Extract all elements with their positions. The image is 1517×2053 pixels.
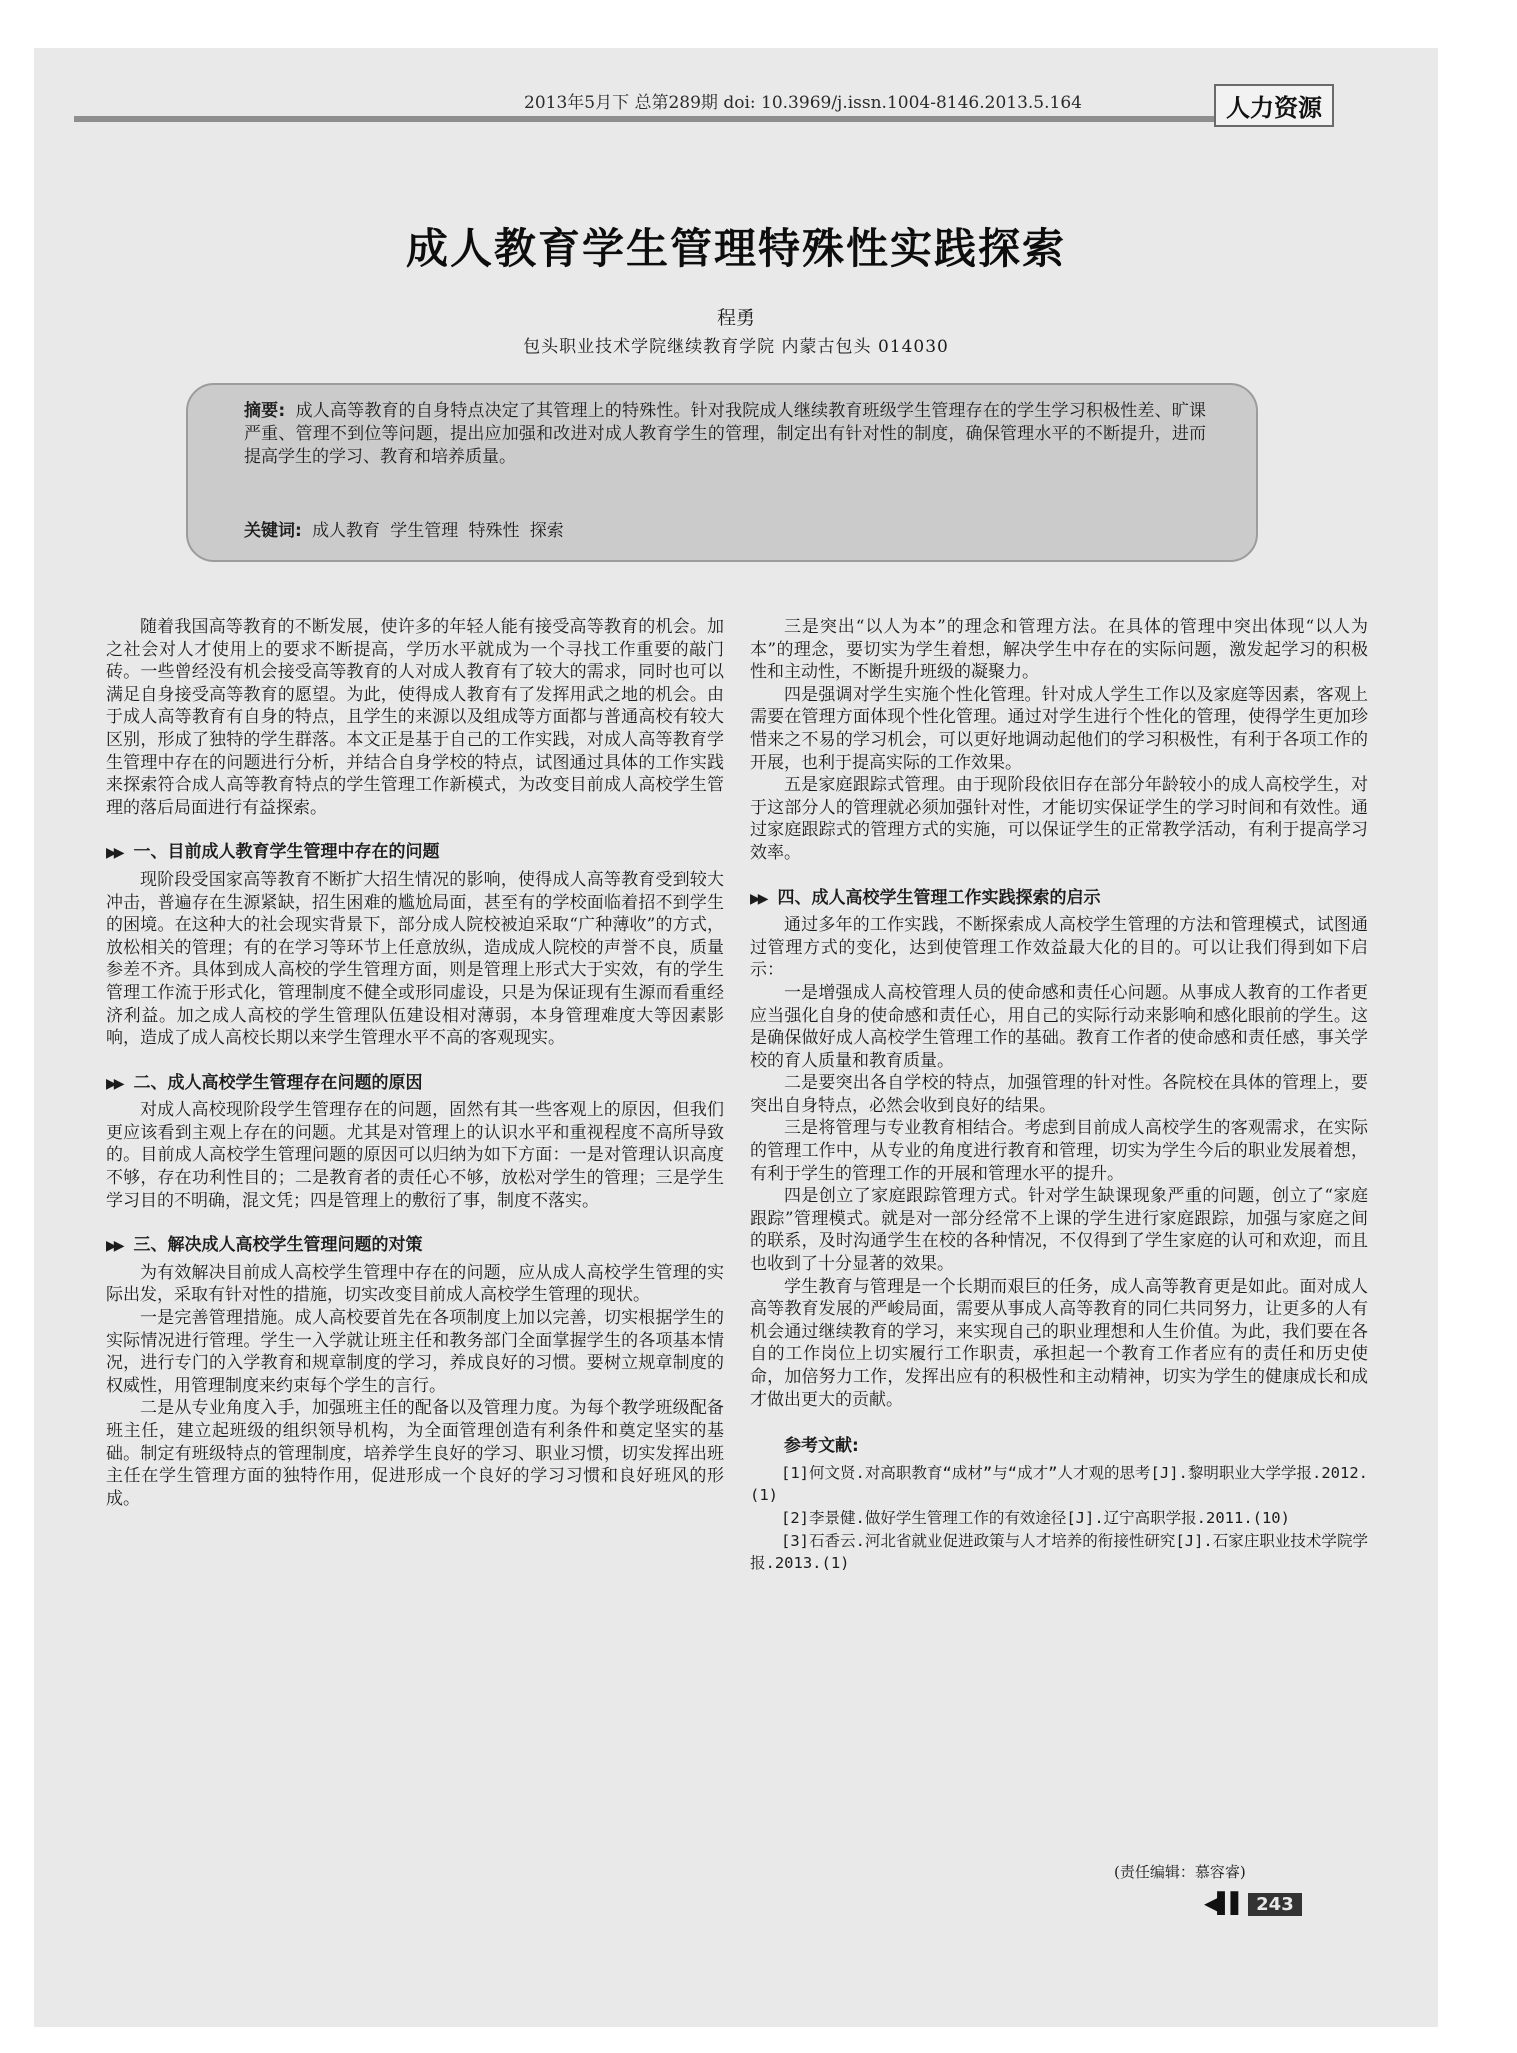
paragraph: 三是突出“以人为本”的理念和管理方法。在具体的管理中突出体现“以人为本”的理念，要切实为学生着想，解决学生中存在的实际问题，激发起学习的积极性和主动性，不断提升班级的凝聚力。	[750, 617, 1368, 683]
page-number	[1204, 1891, 1302, 1915]
journal-page	[34, 48, 1438, 2027]
paragraph: 对成人高校现阶段学生管理存在的问题，固然有其一些客观上的原因，但我们更应该看到主观上存在的问题。尤其是对管理上的认识水平和重视程度不高所导致的。目前成人高校学生管理问题的原因可以归纳为如下方面：一是对管理认识高度不够，存在功利性目的；二是教育者的责任心不够，放松对学生的管理；三是学生学习目的不明确，混文凭；四是管理上的敷衍了事，制度不落实。	[106, 1100, 724, 1211]
paragraph: 二是要突出各自学校的特点，加强管理的针对性。各院校在具体的管理上，要突出自身特点，必然会收到良好的结果。	[750, 1073, 1368, 1116]
section-heading-4: ▶▶ 四、成人高校学生管理工作实践探索的启示	[750, 887, 1101, 908]
issue-info: 2013年5月下 总第289期 doi: 10.3969/j.issn.1004-8146.2013.5.164	[524, 93, 1082, 113]
keywords	[244, 516, 564, 541]
reference-item: [3]石香云.河北省就业促进政策与人才培养的衔接性研究[J].石家庄职业技术学院学报.2013.(1)	[750, 1531, 1368, 1573]
paragraph: 学生教育与管理是一个长期而艰巨的任务，成人高等教育更是如此。面对成人高等教育发展的严峻局面，需要从事成人高等教育的同仁共同努力，让更多的人有机会通过继续教育的学习，来实现自己的职业理想和人生价值。为此，我们要在各自的工作岗位上切实履行工作职责，承担起一个教育工作者应有的责任和历史使命，加倍努力工作，发挥出应有的积极性和主动精神，切实为学生的健康成长和成才做出更大的贡献。	[750, 1276, 1368, 1410]
paragraph: 二是从专业角度入手，加强班主任的配备以及管理力度。为每个教学班级配备班主任，建立起班级的组织领导机构，为全面管理创造有利条件和奠定坚实的基础。制定有班级特点的管理制度，培养学生良好的学习、职业习惯，切实发挥出班主任在学生管理方面的独特作用，促进形成一个良好的学习习惯和良好班风的形成。	[106, 1398, 724, 1509]
keywords-label: 关键词:	[244, 521, 302, 541]
abstract-text: 成人高等教育的自身特点决定了其管理上的特殊性。针对我院成人继续教育班级学生管理存在的学生学习积极性差、旷课严重、管理不到位等问题，提出应加强和改进对成人教育学生的管理，制定出有针对性的制度，确保管理水平的不断提升，进而提高学生的学习、教育和培养质量。	[244, 401, 1206, 467]
section-tag: 人力资源	[1214, 84, 1334, 127]
article-title: 成人教育学生管理特殊性实践探索	[405, 224, 1066, 273]
paragraph: 五是家庭跟踪式管理。由于现阶段依旧存在部分年龄较小的成人高校学生，对于这部分人的管理就必须加强针对性，才能切实保证学生的学习时间和有效性。通过家庭跟踪式的管理方式的实施，可以保证学生的正常教学活动，有利于提高学习效率。	[750, 775, 1368, 863]
section-heading-2: ▶▶ 二、成人高校学生管理存在问题的原因	[106, 1072, 423, 1093]
paragraph: 一是完善管理措施。成人高校要首先在各项制度上加以完善，切实根据学生的实际情况进行管理。学生一入学就让班主任和教务部门全面掌握学生的各项基本情况，进行专门的入学教育和规章制度的学习，养成良好的习惯。要树立规章制度的权威性，用管理制度来约束每个学生的言行。	[106, 1308, 724, 1396]
section-heading-3: ▶▶ 三、解决成人高校学生管理问题的对策	[106, 1235, 423, 1256]
author-affiliation: 包头职业技术学院继续教育学院 内蒙古包头 014030	[523, 337, 949, 357]
header-rule	[74, 116, 1244, 122]
references-heading: 参考文献:	[784, 1436, 859, 1457]
double-arrow-icon: ▶▶	[106, 1238, 122, 1255]
article-author: 程勇	[716, 307, 755, 329]
right-column	[750, 616, 1368, 1575]
paragraph: 通过多年的工作实践，不断探索成人高校学生管理的方法和管理模式，试图通过管理方式的变化，达到使管理工作效益最大化的目的。可以让我们得到如下启示：	[750, 915, 1368, 981]
left-column	[106, 616, 724, 1510]
double-arrow-icon: ▶▶	[106, 1075, 122, 1092]
double-arrow-icon: ▶▶	[750, 890, 766, 907]
page-number-value: 243	[1248, 1893, 1302, 1916]
paragraph: 三是将管理与专业教育相结合。考虑到目前成人高校学生的客观需求，在实际的管理工作中，从专业的角度进行教育和管理，切实为学生今后的职业发展着想，有利于学生的管理工作的开展和管理水平的提升。	[750, 1118, 1368, 1184]
paragraph: 为有效解决目前成人高校学生管理中存在的问题，应从成人高校学生管理的实际出发，采取有针对性的措施，切实改变目前成人高校学生管理的现状。	[106, 1262, 724, 1306]
double-arrow-icon: ▶▶	[106, 845, 122, 862]
abstract-label: 摘要:	[244, 401, 286, 421]
reference-item: [1]何文贤.对高职教育“成材”与“成才”人才观的思考[J].黎明职业大学学报.2012.(1)	[750, 1463, 1368, 1505]
responsible-editor: (责任编辑：慕容睿)	[1114, 1863, 1246, 1881]
intro-paragraph: 随着我国高等教育的不断发展，使许多的年轻人能有接受高等教育的机会。加之社会对人才使用上的要求不断提高，学历水平就成为一个寻找工作重要的敲门砖。一些曾经没有机会接受高等教育的人对成人教育有了较大的需求，同时也可以满足自身接受高等教育的愿望。为此，使得成人教育有了发挥用武之地的机会。由于成人高等教育有自身的特点，且学生的来源以及组成等方面都与普通高校有较大区别，形成了独特的学生群落。本文正是基于自己的工作实践，对成人高等教育学生管理中存在的问题进行分析，并结合自身学校的特点，试图通过具体的工作实践来探索符合成人高等教育特点的学生管理工作新模式，为改变目前成人高校学生管理的落后局面进行有益探索。	[106, 617, 724, 818]
keywords-text: 成人教育 学生管理 特殊性 探索	[312, 521, 564, 541]
abstract	[244, 400, 1206, 469]
reference-item: [2]李景健.做好学生管理工作的有效途径[J].辽宁高职学报.2011.(10)	[781, 1508, 1290, 1527]
paragraph: 一是增强成人高校管理人员的使命感和责任心问题。从事成人教育的工作者更应当强化自身的使命感和责任心，用自己的实际行动来影响和感化眼前的学生。这是确保做好成人高校学生管理工作的基础。教育工作者的使命感和责任感，事关学校的育人质量和教育质量。	[750, 982, 1368, 1071]
page-marker-icon: ◀▌▌	[1204, 1891, 1245, 1915]
section-heading-1: ▶▶ 一、目前成人教育学生管理中存在的问题	[106, 842, 440, 863]
paragraph: 四是创立了家庭跟踪管理方式。针对学生缺课现象严重的问题，创立了“家庭跟踪”管理模式。就是对一部分经常不上课的学生进行家庭跟踪，加强与家庭之间的联系，及时沟通学生在校的各种情况，不仅得到了学生家庭的认可和欢迎，而且也收到了十分显著的效果。	[750, 1186, 1368, 1275]
paragraph: 现阶段受国家高等教育不断扩大招生情况的影响，使得成人高等教育受到较大冲击，普遍存在生源紧缺，招生困难的尴尬局面，甚至有的学校面临着招不到学生的困境。在这种大的社会现实背景下，部分成人院校被迫采取“广种薄收”的方式，放松相关的管理；有的在学习等环节上任意放纵，造成成人院校的声誉不良，质量参差不齐。具体到成人高校的学生管理方面，则是管理上形式大于实效，有的学生管理工作流于形式化，管理制度不健全或形同虚设，只是为保证现有生源而看重经济利益。加之成人高校的学生管理队伍建设相对薄弱，本身管理难度大等因素影响，造成了成人高校长期以来学生管理水平不高的客观现实。	[106, 869, 724, 1049]
paragraph: 四是强调对学生实施个性化管理。针对成人学生工作以及家庭等因素，客观上需要在管理方面体现个性化管理。通过对学生进行个性化的管理，使得学生更加珍惜来之不易的学习机会，可以更好地调动起他们的学习积极性，有利于各项工作的开展，也利于提高实际的工作效果。	[750, 684, 1368, 773]
